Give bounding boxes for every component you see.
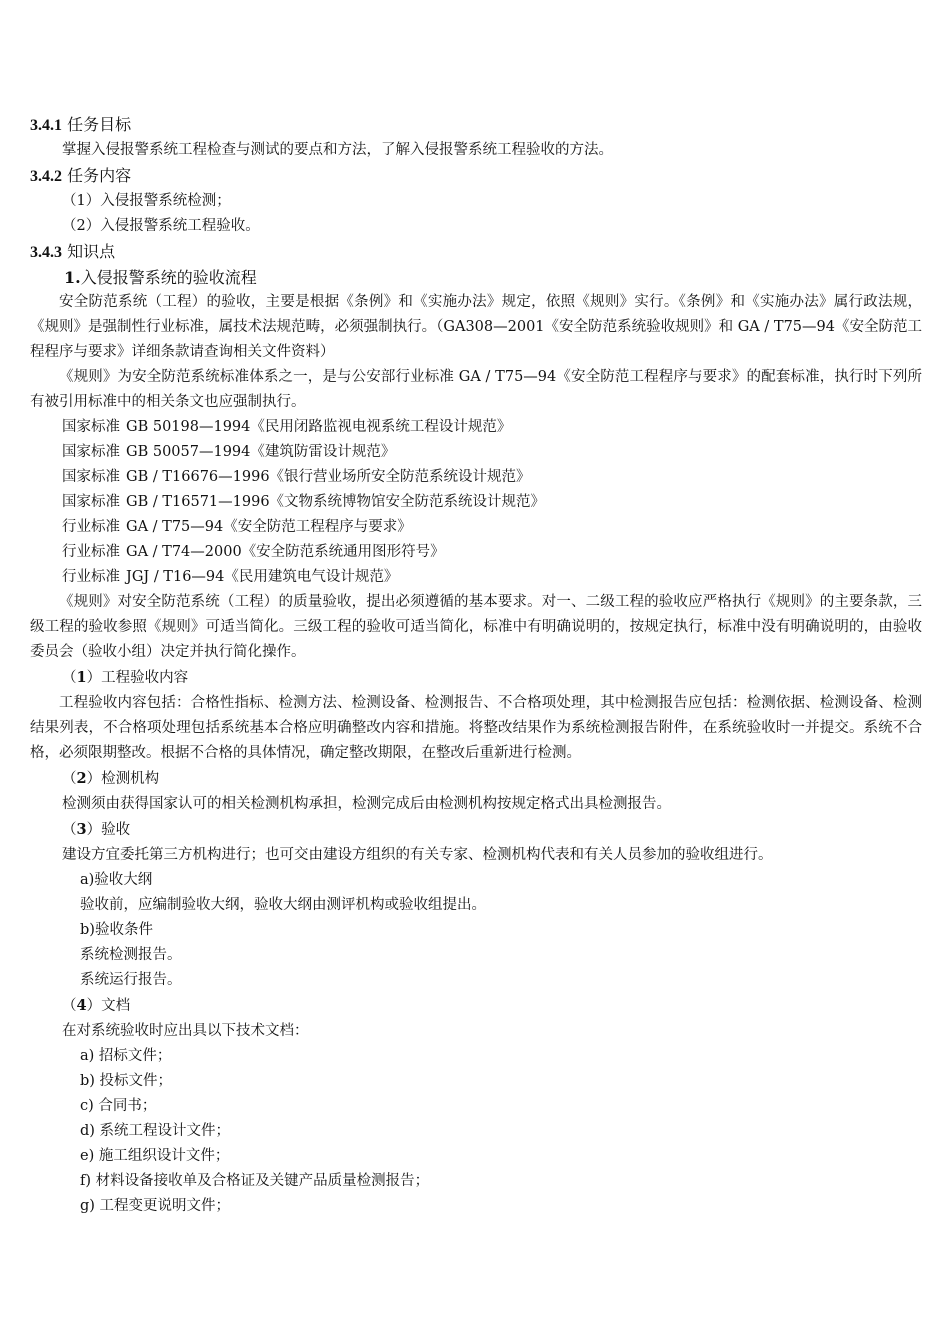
standard-kind: 国家标准	[62, 444, 120, 460]
standard-name: 《安全防范系统通用图形符号》	[241, 544, 445, 560]
section-number: 3.4.3	[30, 244, 62, 261]
task-item: （2）入侵报警系统工程验收。	[62, 218, 260, 234]
section-heading-3-4-1	[30, 112, 922, 138]
standard-item	[30, 515, 922, 540]
subheading-number: 3	[76, 821, 87, 838]
standard-name: 《安全防范工程程序与要求》	[223, 519, 412, 535]
standard-code: GB 50057—1994	[126, 444, 251, 460]
standard-kind: 国家标准	[62, 494, 120, 510]
standard-code: GB / T16571—1996	[126, 494, 270, 510]
paragraph-documents: 在对系统验收时应出具以下技术文档：	[62, 1023, 309, 1039]
document-page	[30, 112, 922, 1219]
paragraph-rules-standard: 《规则》为安全防范系统标准体系之一，是与公安部行业标准 GA / T75—94《安全防范工程程序与要求》的配套标准，执行时下列所有被引用标准中的相关条文也应强制执行。	[30, 369, 922, 410]
standard-kind: 行业标准	[62, 544, 120, 560]
section-number: 3.4.2	[30, 168, 62, 185]
standard-kind: 国家标准	[62, 419, 120, 435]
standard-code: GA / T75—94	[126, 519, 224, 535]
task-goal-text: 掌握入侵报警系统工程检查与测试的要点和方法，了解入侵报警系统工程验收的方法。	[62, 142, 613, 158]
subheading-acceptance	[30, 817, 922, 843]
paragraph-acceptance-content: 工程验收内容包括：合格性指标、检测方法、检测设备、检测报告、不合格项处理，其中检测报告应包括：检测依据、检测设备、检测结果列表，不合格项处理包括系统基本合格应明确整改内容和措施。将整改结果作为系统检测报告附件，在系统验收时一并提交。系统不合格，必须限期整改。根据不合格的具体情况，确定整改期限，在整改后重新进行检测。	[30, 695, 922, 761]
subheading-number: 2	[76, 770, 87, 787]
subsection-heading	[30, 265, 922, 290]
standard-code: GA / T74—2000	[126, 544, 242, 560]
standard-item	[30, 415, 922, 440]
document-list-item: f) 材料设备接收单及合格证及关键产品质量检测报告；	[80, 1173, 430, 1189]
subsection-number: 1.	[64, 268, 81, 287]
subheading-acceptance-content	[30, 665, 922, 691]
section-title: 任务内容	[62, 166, 132, 185]
document-list-item: b) 投标文件；	[80, 1073, 173, 1089]
standard-name: 《银行营业场所安全防范系统设计规范》	[269, 469, 531, 485]
paragraph-testing-agency: 检测须由获得国家认可的相关检测机构承担，检测完成后由检测机构按规定格式出具检测报告。	[62, 796, 671, 812]
subheading-number: 4	[76, 997, 87, 1014]
section-number: 3.4.1	[30, 117, 62, 134]
subheading-number: 1	[76, 669, 87, 686]
acceptance-outline-title: a)验收大纲	[80, 872, 153, 888]
paren-open: （	[62, 771, 77, 787]
standard-code: GB 50198—1994	[126, 419, 251, 435]
section-heading-3-4-3	[30, 239, 922, 265]
standard-code: JGJ / T16—94	[126, 569, 225, 585]
standard-item	[30, 465, 922, 490]
section-title: 知识点	[62, 242, 116, 261]
acceptance-condition-item: 系统运行报告。	[80, 972, 182, 988]
standard-item	[30, 440, 922, 465]
standard-kind: 行业标准	[62, 569, 120, 585]
document-list-item: g) 工程变更说明文件；	[80, 1198, 231, 1214]
document-list-item: c) 合同书；	[80, 1098, 157, 1114]
section-heading-3-4-2	[30, 163, 922, 189]
acceptance-conditions-title: b)验收条件	[80, 922, 153, 938]
acceptance-condition-item: 系统检测报告。	[80, 947, 182, 963]
subheading-title: ）验收	[86, 822, 131, 838]
subheading-title: ）工程验收内容	[86, 670, 189, 686]
standard-name: 《民用建筑电气设计规范》	[224, 569, 399, 585]
document-list-item: e) 施工组织设计文件；	[80, 1148, 230, 1164]
standard-item	[30, 540, 922, 565]
paragraph-acceptance: 建设方宜委托第三方机构进行；也可交由建设方组织的有关专家、检测机构代表和有关人员参加的验收组进行。	[62, 847, 773, 863]
standard-name: 《文物系统博物馆安全防范系统设计规范》	[269, 494, 546, 510]
paren-open: （	[62, 998, 77, 1014]
document-list-item: d) 系统工程设计文件；	[80, 1123, 231, 1139]
acceptance-outline-text: 验收前，应编制验收大纲，验收大纲由测评机构或验收组提出。	[80, 897, 486, 913]
subheading-documents	[30, 993, 922, 1019]
standard-name: 《民用闭路监视电视系统工程设计规范》	[250, 419, 512, 435]
document-list-item: a) 招标文件；	[80, 1048, 172, 1064]
standard-kind: 国家标准	[62, 469, 120, 485]
standard-item	[30, 565, 922, 590]
paren-open: （	[62, 822, 77, 838]
subsection-title: 入侵报警系统的验收流程	[80, 268, 257, 287]
paragraph-quality-acceptance: 《规则》对安全防范系统（工程）的质量验收，提出必须遵循的基本要求。对一、二级工程的验收应严格执行《规则》的主要条款，三级工程的验收参照《规则》可适当简化。三级工程的验收可适当简化，标准中有明确说明的，按规定执行，标准中没有明确说明的，由验收委员会（验收小组）决定并执行简化操作。	[30, 594, 922, 660]
standard-item	[30, 490, 922, 515]
task-item: （1）入侵报警系统检测；	[62, 193, 231, 209]
standard-name: 《建筑防雷设计规范》	[250, 444, 396, 460]
section-title: 任务目标	[62, 115, 132, 134]
subheading-title: ）文档	[86, 998, 131, 1014]
paren-open: （	[62, 670, 77, 686]
paragraph-acceptance-basis: 安全防范系统（工程）的验收，主要是根据《条例》和《实施办法》规定，依照《规则》实行。《条例》和《实施办法》属行政法规，《规则》是强制性行业标准，属技术法规范畴，必须强制执行。（GA308—2001《安全防范系统验收规则》和 GA / T75—94《安全防范工程程序与要求》详细条款请查询相关文件资料）	[30, 294, 922, 360]
standard-code: GB / T16676—1996	[126, 469, 270, 485]
subheading-testing-agency	[30, 766, 922, 792]
standard-kind: 行业标准	[62, 519, 120, 535]
subheading-title: ）检测机构	[86, 771, 160, 787]
